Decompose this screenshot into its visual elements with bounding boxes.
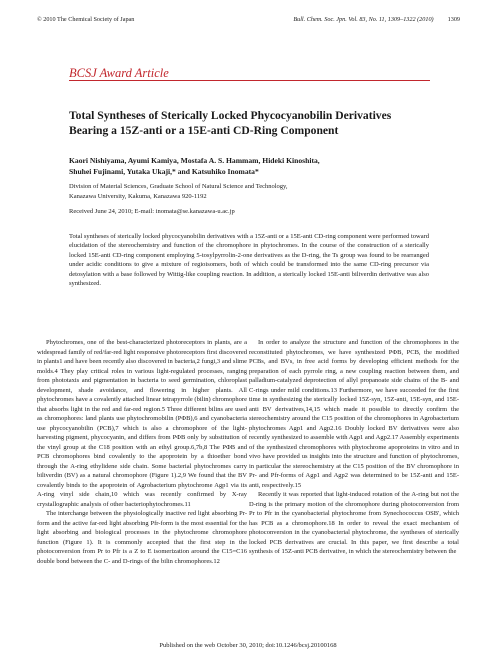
authors-line-2: Shuhei Fujinami, Yutaka Ukaji,* and Katsuhiko Inomata* xyxy=(69,167,259,176)
authors-line-1: Kaori Nishiyama, Ayumi Kamiya, Mostafa A. S. Hammam, Hideki Kinoshita, xyxy=(69,156,320,165)
title-line-1: Total Syntheses of Sterically Locked Phycocyanobilin Derivatives xyxy=(69,109,392,122)
journal-citation xyxy=(293,16,460,23)
author-list xyxy=(69,155,439,177)
title-line-2: Bearing a 15Z-anti or a 15E-anti CD-Ring Component xyxy=(69,124,339,137)
publication-footer: Published on the web October 30, 2010; doi:10.1246/bcsj.20100168 xyxy=(159,642,337,649)
body-column-left xyxy=(37,338,247,566)
article-title xyxy=(69,108,439,138)
abstract: Total syntheses of sterically locked phycocyanobilin derivatives with a 15Z-anti or a 15E-anti CD-ring component were performed toward elucidation of the stereochemistry and function of the chromophore in phytochromes. In the course of the construction of a sterically locked 15E-anti CD-ring component employing 5-tosylpyrrolin-2-one derivatives as the D-ring, the Ts group was found to be rearranged under acidic conditions to give a mixture of regioisomers, both of which could be transformed into the same CD-ring precursor via detosylation with a base followed by Wittig-like coupling reaction. In addition, a sterically locked 15E-anti biliverdin derivative was also synthesized. xyxy=(69,233,430,288)
copyright-notice: © 2010 The Chemical Society of Japan xyxy=(37,16,135,23)
paragraph: In order to analyze the structure and function of the chromophores in the reconstituted phytochromes, we have synthesized PΦB, PCB, the modified PCBs, and BVs, in free acid forms by developing efficient methods for the preparation of each pyrrole ring, a new coupling reaction between them, and palladium-catalyzed deprotection of allyl propanoate side chains of the B- and C-rings under mild conditions.13 Furthermore, we have succeeded for the first time in synthesizing the sterically locked 15Z-syn, 15Z-anti, 15E-syn, and 15E-anti BV derivatives,14,15 which made it possible to directly confirm the stereochemistry around the C15 position of the chromophores in Agrobacterium phytochromes Agp1 and Agp2.16 Doubly locked BV derivatives were also recently synthesized to assemble with Agp1 and Agp2.17 Assembly experiments of the synthesized chromophores with phytochrome apoproteins in vitro and in vivo have provided us insights into the structure and function of phytochromes, in particular the stereochemistry at the C15 position of the BV chromophore in Pr- and Pfr-forms of Agp1 and Agp2 was determined to be 15Z-anti and 15E-anti, respectively.15 xyxy=(249,339,459,489)
received-date: Received June 24, 2010; E-mail: inomata@se.kanazawa-u.ac.jp xyxy=(69,208,235,215)
paragraph: The interchange between the physiologically inactive red light absorbing Pr-form and the active far-red light absorbing Pfr-form is the most essential for the light absorbing and biological processes in the phytochrome chromophore function (Figure 1). It is commonly accepted that the first step in the photoconversion from Pr to Pfr is a Z to E isomerization around the C15=C16 double bond between the C- and D-rings of the bilin chromophores.12 xyxy=(37,510,247,565)
paragraph: Recently it was reported that light-induced rotation of the A-ring but not the D-ring is the primary motion of the chromophore during photoconversion from Pr to Pfr in the cyanobacterial phytochrome from Synechococcus OSB', which has PCB as a chromophore.18 In order to reveal the exact mechanism of photoconversion in the cyanobacterial phytochrome, the syntheses of sterically locked PCB derivatives are crucial. In this paper, we first describe a total synthesis of 15Z-anti PCB derivative, in which the stereochemistry between the xyxy=(249,491,459,555)
section-divider xyxy=(69,80,430,81)
affiliation-line-2: Kanazawa University, Kakuma, Kanazawa 920-1192 xyxy=(69,192,207,200)
paragraph: Phytochromes, one of the best-characterized photoreceptors in plants, are a widespread family of red/far-red light responsive photoreceptors first discovered in plants1 and have been recently also discovered in bacteria,2 fungi,3 and slime molds.4 They play critical roles in various light-regulated processes, ranging from phototaxis and pigmentation in bacteria to seed germination, chloroplast development, shade avoidance, and flowering in higher plants. All phytochromes have a covalently attached linear tetrapyrrole (bilin) chromophore that absorbs light in the red and far-red region.5 Three different bilins are used as chromophores: land plants use phytochromobilin (PΦB),6 and cyanobacteria use phycocyanobilin (PCB),7 which is also a chromophore of the light-harvesting pigment, phycocyanin, and differs from PΦB only by substitution of the vinyl group at the C18 position with an ethyl group.6,7b,8 The PΦB and PCB chromophores bind covalently to the apoprotein by a thioether bond through the A-ring ethylidene side chain. Some bacterial phytochromes carry biliverdin (BV) as a natural chromophore (Figure 1).2,9 We found that the BV covalently binds to the apoprotein of Agrobacterium phytochrome Agp1 via its A-ring vinyl side chain,10 which was recently confirmed by X-ray crystallographic analysis of other bacteriophytochromes.11 xyxy=(37,339,247,508)
body-column-right xyxy=(249,338,459,557)
affiliation-line-1: Division of Material Sciences, Graduate School of Natural Science and Technology, xyxy=(69,183,288,190)
citation-text: Bull. Chem. Soc. Jpn. Vol. 83, No. 11, 1309–1322 (2010) xyxy=(293,16,434,23)
page-number: 1309 xyxy=(447,16,460,23)
section-label: BCSJ Award Article xyxy=(69,66,169,80)
affiliation xyxy=(69,182,439,201)
